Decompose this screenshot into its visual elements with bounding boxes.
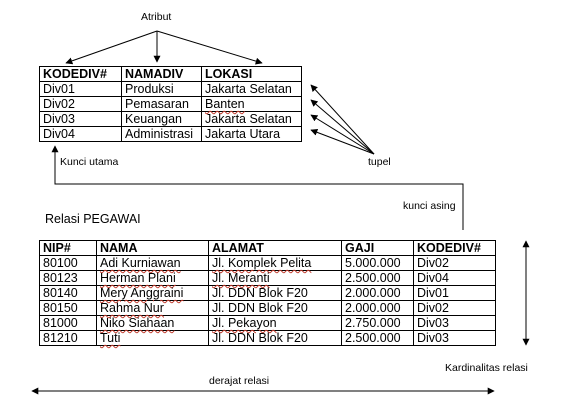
tupel-arrows — [311, 85, 374, 154]
cell: Div03 — [414, 331, 496, 346]
cell: Jakarta Selatan — [202, 82, 302, 97]
label-derajat: derajat relasi — [209, 375, 270, 387]
label-kardinalitas: Kardinalitas relasi — [445, 362, 528, 374]
cell: 2.500.000 — [342, 331, 414, 346]
cell: Div02 — [40, 97, 122, 112]
cell-text: Niko Siahaan — [100, 316, 175, 330]
cell: 80100 — [40, 256, 97, 271]
label-kunci-asing: kunci asing — [403, 200, 456, 212]
cell: 2.000.000 — [342, 286, 414, 301]
cell-text: Jl. Meranti — [212, 271, 270, 285]
cell: Pemasaran — [122, 97, 202, 112]
cell: Jl. DDN Blok F20 — [209, 331, 342, 346]
cell: 2.000.000 — [342, 301, 414, 316]
column-header: KODEDIV# — [414, 241, 496, 256]
cell: Div02 — [414, 301, 496, 316]
cell: 5.000.000 — [342, 256, 414, 271]
cell: Jl. DDN Blok F20 — [209, 286, 342, 301]
column-header: KODEDIV# — [40, 67, 122, 82]
cell-text: Jl. Komplek Pelita — [212, 256, 312, 270]
cell-text: Mery Anggraini — [100, 286, 184, 300]
column-header: LOKASI — [202, 67, 302, 82]
cell: 2.750.000 — [342, 316, 414, 331]
cell: 80123 — [40, 271, 97, 286]
cell: Div01 — [414, 286, 496, 301]
cell: Produksi — [122, 82, 202, 97]
cell: 81000 — [40, 316, 97, 331]
column-header: GAJI — [342, 241, 414, 256]
cell: Div04 — [40, 127, 122, 142]
cell: Administrasi — [122, 127, 202, 142]
kunci-utama-connector — [55, 146, 463, 230]
cell: Jl. DDN Blok F20 — [209, 301, 342, 316]
label-kunci-utama: Kunci utama — [60, 156, 119, 168]
cell-text: Tuti — [100, 331, 121, 345]
label-atribut: Atribut — [141, 11, 172, 23]
column-header: NAMADIV — [122, 67, 202, 82]
cell: 80150 — [40, 301, 97, 316]
cell: Jakarta Utara — [202, 127, 302, 142]
cell-text: Rahma Nur — [100, 301, 164, 315]
cell: Div01 — [40, 82, 122, 97]
cell: Div04 — [414, 271, 496, 286]
cell-text: Herman Plani — [100, 271, 176, 285]
cell: 80140 — [40, 286, 97, 301]
cell-text: Jl. Pekayon — [212, 316, 277, 330]
cell: Div02 — [414, 256, 496, 271]
cell-text: Banten — [205, 97, 245, 111]
cell: 81210 — [40, 331, 97, 346]
column-header: NIP# — [40, 241, 97, 256]
column-header: ALAMAT — [209, 241, 342, 256]
cell: Div03 — [40, 112, 122, 127]
cell: Keuangan — [122, 112, 202, 127]
cell: 2.500.000 — [342, 271, 414, 286]
column-header: NAMA — [97, 241, 209, 256]
cell: Div03 — [414, 316, 496, 331]
cell-text: Adi Kurniawan — [100, 256, 181, 270]
label-relasi-pegawai: Relasi PEGAWAI — [45, 212, 141, 226]
atribut-arrows — [66, 31, 262, 63]
cell: Jakarta Selatan — [202, 112, 302, 127]
label-tupel: tupel — [368, 156, 391, 168]
